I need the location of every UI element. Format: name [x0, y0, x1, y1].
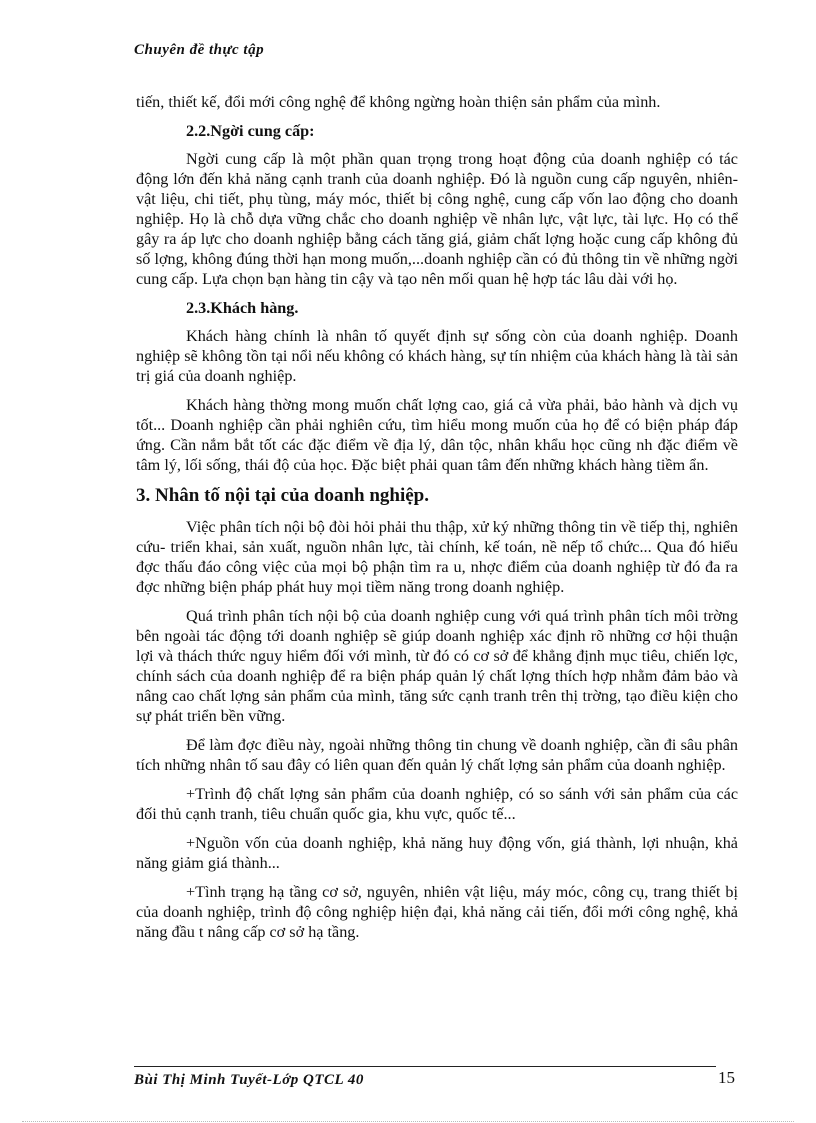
- footer-author: Bùi Thị Minh Tuyết-Lớp QTCL 40: [134, 1072, 364, 1088]
- footer-divider: [134, 1066, 716, 1067]
- section-3-paragraph-1: Việc phân tích nội bộ đòi hỏi phải thu thập, xử ký những thông tin về tiếp thị, nghiên cứu- triển khai, sản xuất, nguồn nhân lực, tài chính, kế toán, nề nếp tổ chức... Qua đó hiểu đợc thấu đáo công việc của mọi bộ phận tìm ra u, nhợc điểm của doanh nghiệp từ đó đa ra đợc những biện pháp phát huy mọi tiềm năng trong doanh nghiệp.: [136, 518, 738, 596]
- section-3-paragraph-3: Để làm đợc điều này, ngoài những thông tin chung về doanh nghiệp, cần đi sâu phân tích những nhân tố sau đây có liên quan đến quản lý chất lợng sản phẩm của doanh nghiệp.: [136, 736, 738, 774]
- document-body: [136, 92, 738, 951]
- section-3-paragraph-2: Quá trình phân tích nội bộ của doanh nghiệp cung với quá trình phân tích môi trờng bên ngoài tác động tới doanh nghiệp sẽ giúp doanh nghiệp xác định rõ những cơ hội thuận lợi và thách thức nguy hiểm đối với mình, từ đó có cơ sở để khẳng định mục tiêu, chiến lợc, chính sách của doanh nghiệp để ra biện pháp quản lý chất lợng thích hợp nhằm đảm bảo và nâng cao chất lợng sản phẩm của mình, tăng sức cạnh tranh trên thị trờng, tạo điều kiện cho sự phát triển bền vững.: [136, 607, 738, 725]
- intro-continuation: tiến, thiết kế, đổi mới công nghệ để không ngừng hoàn thiện sản phẩm của mình.: [136, 93, 661, 111]
- section-2-3-paragraph-1: Khách hàng chính là nhân tố quyết định sự sống còn của doanh nghiệp. Doanh nghiệp sẽ không tồn tại nổi nếu không có khách hàng, sự tín nhiệm của khách hàng là tài sản trị giá của doanh nghiệp.: [136, 327, 738, 385]
- section-2-2-paragraph: Ngời cung cấp là một phần quan trọng trong hoạt động của doanh nghiệp có tác động lớn đến khả năng cạnh tranh của doanh nghiệp. Đó là nguồn cung cấp nguyên, nhiên-vật liệu, chi tiết, phụ tùng, máy móc, thiết bị công nghệ, cung cấp vốn lao động cho doanh nghiệp. Họ là chỗ dựa vững chắc cho doanh nghiệp về nhân lực, vật lực, tài lực. Họ có thể gây ra áp lực cho doanh nghiệp bằng cách tăng giá, giảm chất lợng hoặc cung cấp không đủ số lợng, không đúng thời hạn mong muốn,...doanh nghiệp cần có đủ thông tin về những ngời cung cấp. Lựa chọn bạn hàng tin cậy và tạo nên mối quan hệ hợp tác lâu dài với họ.: [136, 150, 738, 288]
- factor-item-infrastructure: +Tình trạng hạ tầng cơ sở, nguyên, nhiên vật liệu, máy móc, công cụ, trang thiết bị của doanh nghiệp, trình độ công nghiệp hiện đại, khả năng cải tiến, đổi mới công nghệ, khả năng đầu t nâng cấp cơ sở hạ tầng.: [136, 883, 738, 941]
- factor-item-quality-level: +Trình độ chất lợng sản phẩm của doanh nghiệp, có so sánh với sản phẩm của các đối thủ cạnh tranh, tiêu chuẩn quốc gia, khu vực, quốc tế...: [136, 785, 738, 823]
- factor-item-capital: +Nguồn vốn của doanh nghiệp, khả năng huy động vốn, giá thành, lợi nhuận, khả năng giảm giá thành...: [136, 834, 738, 872]
- page-bottom-rule: [22, 1121, 794, 1122]
- section-3-heading: 3. Nhân tố nội tại của doanh nghiệp.: [136, 485, 429, 506]
- page-number: 15: [718, 1068, 735, 1087]
- section-2-3-paragraph-2: Khách hàng thờng mong muốn chất lợng cao, giá cả vừa phải, bảo hành và dịch vụ tốt... Doanh nghiệp cần phải nghiên cứu, tìm hiểu mong muốn của họ để có biện pháp đáp ứng. Cần nắm bắt tốt các đặc điểm về địa lý, dân tộc, nhân khẩu học cũng nh đặc điểm về tâm lý, lối sống, thái độ của học. Đặc biệt phải quan tâm đến những khách hàng tiềm ẩn.: [136, 396, 738, 474]
- section-2-2-heading: 2.2.Ngời cung cấp:: [186, 122, 315, 140]
- page-header-title: Chuyên đề thực tập: [134, 42, 265, 58]
- section-2-3-heading: 2.3.Khách hàng.: [186, 299, 299, 317]
